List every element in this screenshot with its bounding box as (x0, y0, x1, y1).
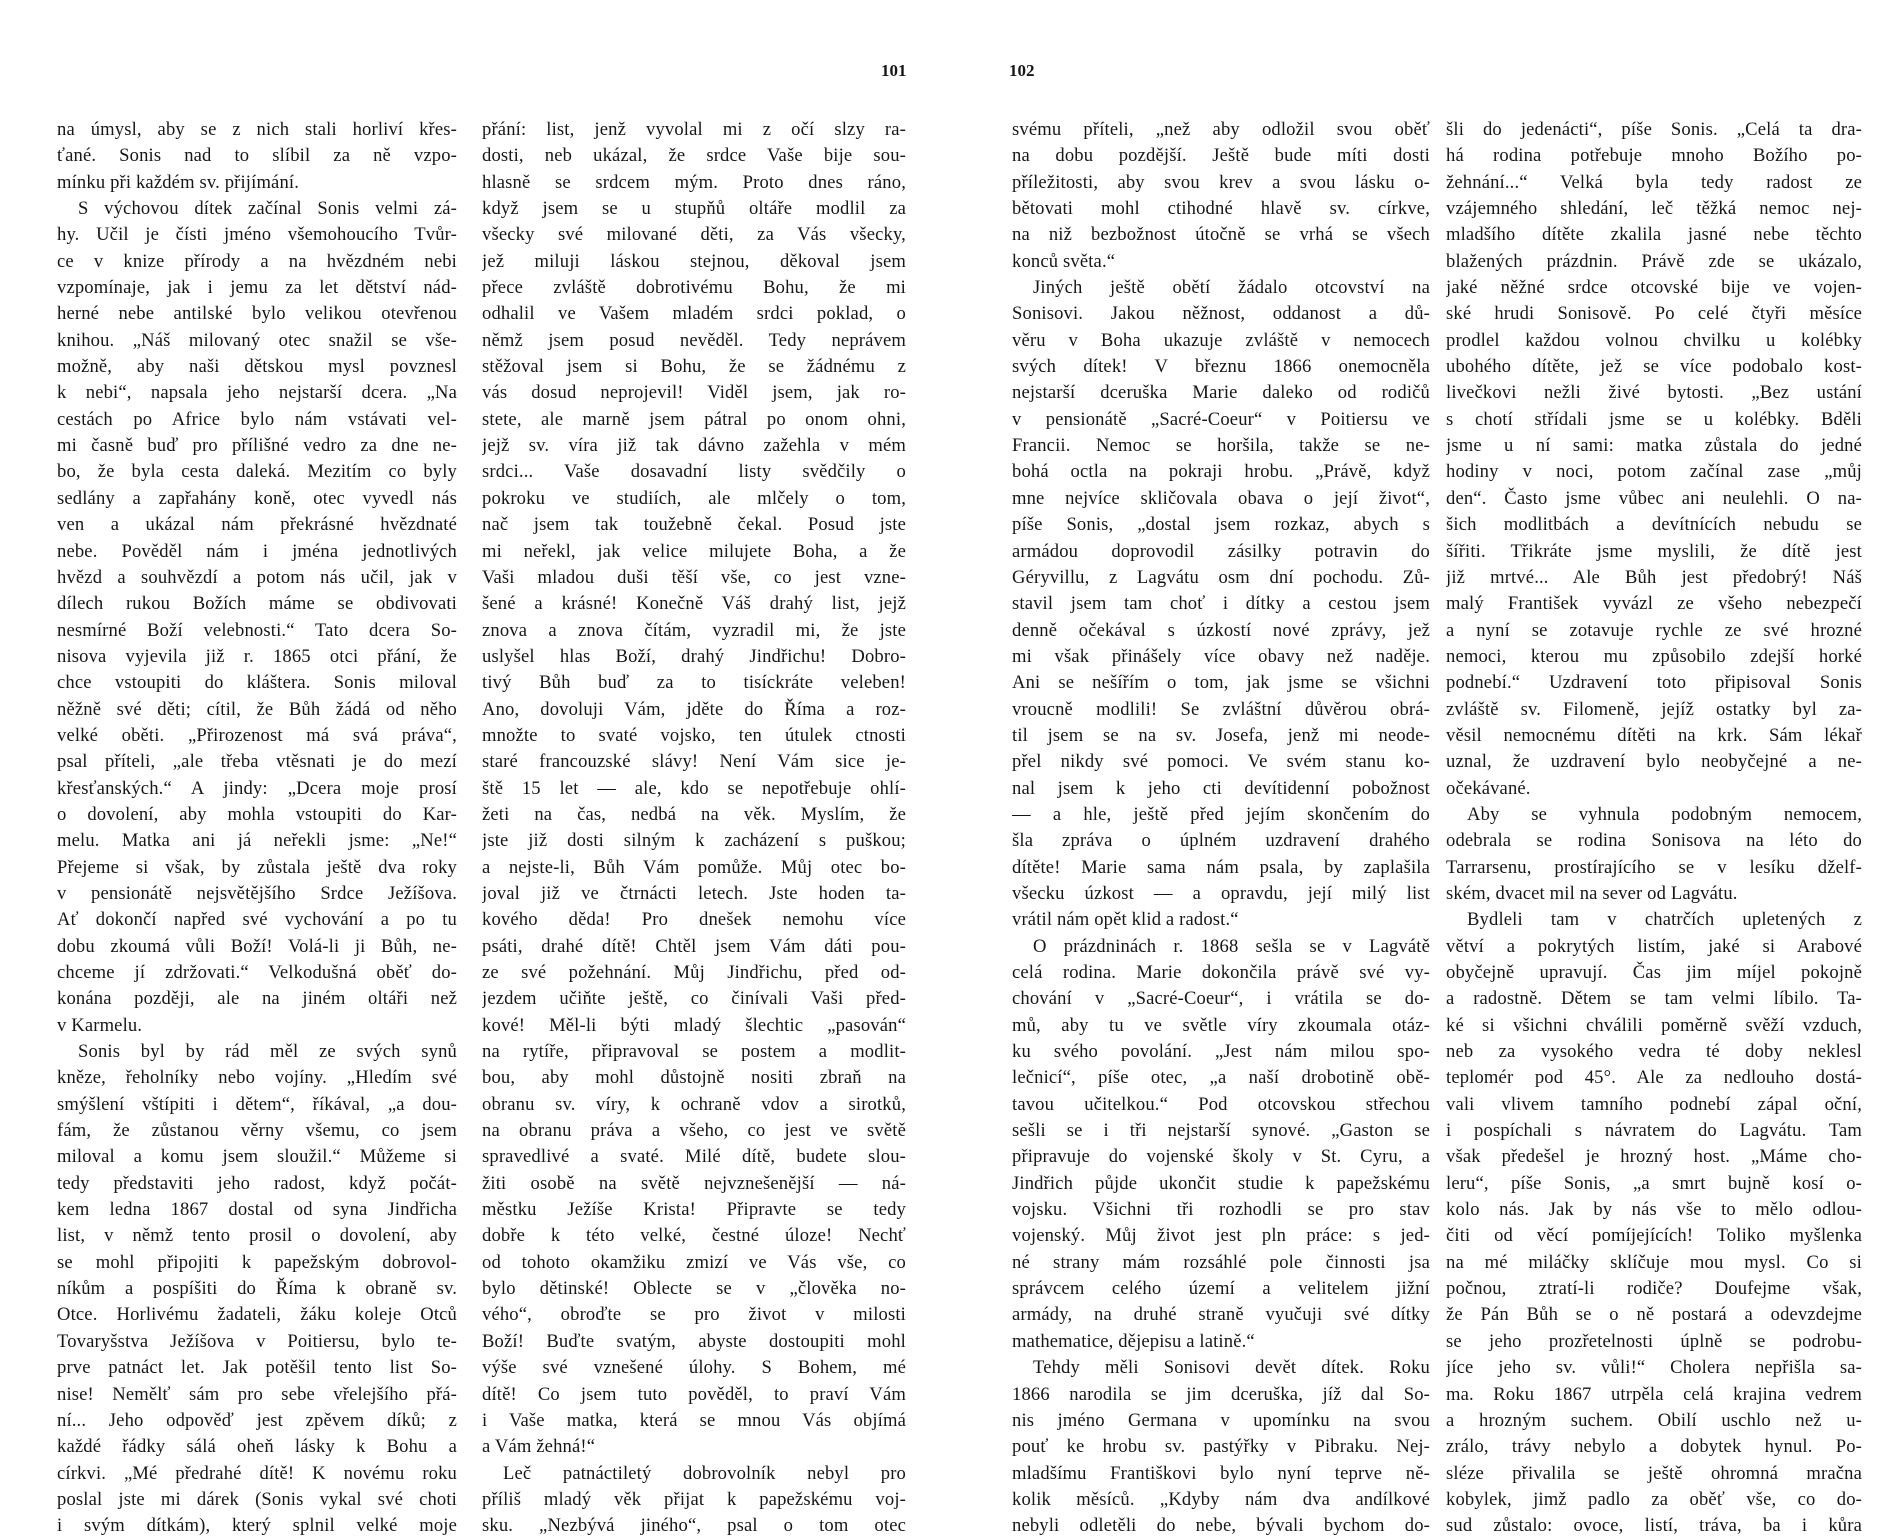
text-line: vého“, obroďte se pro život v milosti (482, 1304, 906, 1326)
text-line: však předešel je hrozný host. „Máme cho- (1446, 1146, 1862, 1168)
text-line: ťané. Sonis nad to slíbil za ně vzpo- (57, 145, 457, 167)
text-line: vali vlivem tamního podnebí zápal oční, (1446, 1093, 1862, 1115)
text-line: Boží! Buďte svatým, abyste dostoupiti mohl (482, 1330, 906, 1352)
text-line: nal jsem k jeho cti devítidenní pobožnost (1012, 777, 1430, 799)
text-line: něžně své děti; cítil, že Bůh žádá od něho (57, 698, 457, 720)
text-line: nesmírné Boží velebnosti.“ Tato dcera So- (57, 619, 457, 641)
text-line: joval již ve čtrnácti letech. Jste hoden ta- (482, 882, 906, 904)
text-line: dobu zkoumá vůli Boží! Volá-li ji Bůh, ne- (57, 935, 457, 957)
text-line: stete, ale marně jsem pátral po onom ohni, (482, 408, 906, 430)
page-number-left: 101 (881, 61, 907, 80)
text-line: kového děda! Pro dnešek nemohu více (482, 909, 906, 931)
text-line: srdci... Vaše dosavadní listy svědčily o (482, 461, 906, 483)
text-line: již mrtvé... Ale Bůh jest předobrý! Náš (1446, 566, 1862, 588)
text-line: jste již dosti silným k zacházení s puškou; (482, 830, 906, 852)
text-line: kolik měsíců. „Kdyby nám dva andílkové (1012, 1488, 1430, 1510)
text-line: mínku při každém sv. přijímání. (57, 171, 300, 193)
text-line: há rodina potřebuje mnoho Božího po- (1446, 145, 1862, 167)
text-line: odhalil ve Vašem mladém srdci poklad, o (482, 303, 906, 325)
text-line: v pensionátě nejsvětějšího Srdce Ježíšova. (57, 882, 457, 904)
text-line: ku svého povolání. „Jest nám milou spo- (1012, 1041, 1430, 1063)
text-line: šené a krásné! Konečně Váš drahý list, jejž (482, 593, 906, 615)
text-line: O prázdninách r. 1868 sešla se v Lagvátě (1033, 935, 1430, 957)
text-line: jež miluji láskou stejnou, děkoval jsem (482, 250, 906, 272)
text-line: bo, že byla cesta daleká. Mezitím co byly (57, 461, 457, 483)
text-line: mi časně buď pro přílišné vedro za dne ne- (57, 435, 457, 457)
text-line: herné nebe antilské bylo velikou otevřenou (57, 303, 457, 325)
text-line: jsme u ní sami: matka zůstala do jedné (1446, 435, 1862, 457)
text-line: tivý Bůh buď za to tisíckráte veleben! (482, 672, 906, 694)
text-line: kobylek, jimž padlo za oběť vše, co do- (1446, 1488, 1862, 1510)
text-line: Ani se nešířím o tom, jak jsme se všichni (1012, 672, 1430, 694)
text-line: konána později, ale na jiném oltáři než (57, 988, 457, 1010)
text-line: příležitosti, aby svou krev a svou lásku o- (1012, 171, 1430, 193)
text-line: dobře k této velké, čestné úloze! Nechť (482, 1225, 906, 1247)
text-line: věru v Boha ukazuje zvláště v nemocech (1012, 329, 1430, 351)
text-line: celá rodina. Marie dokončila právě své vy- (1012, 962, 1430, 983)
text-line: mne nejvíce skličovala obava o její život“, (1012, 487, 1430, 509)
text-line: S výchovou dítek začínal Sonis velmi zá- (78, 198, 457, 220)
text-line: blažených prázdnin. Právě zde se ukázalo, (1446, 250, 1862, 272)
text-line: všecky své milované děti, za Vás všecky, (482, 224, 906, 246)
text-line: všecku úzkost — a opravdu, její milý list (1012, 882, 1430, 904)
text-line: dítě! Co jsem tuto pověděl, to praví Vám (482, 1383, 906, 1405)
text-line: kněze, řeholníky nebo vojíny. „Hledím své (57, 1067, 457, 1089)
text-line: dosti, neb ukázal, že srdce Vaše bije sou- (482, 145, 906, 167)
text-line: ven a ukázal nám překrásné hvězdnaté (57, 514, 457, 536)
text-line: sešli se i tři nejstarší synové. „Gaston se (1012, 1120, 1430, 1142)
text-line: mů, aby tu ve světle víry zkoumala otáz- (1012, 1014, 1430, 1036)
text-line: psal příteli, „ale třeba vtěsnati je do mezí (57, 751, 457, 773)
text-line: že Pán Bůh se o ně postará a odevzdejme (1446, 1304, 1862, 1326)
text-line: dítěte! Marie sama nám psala, by zaplašila (1012, 856, 1430, 878)
text-line: církvi. „Mé předrahé dítě! K novému roku (57, 1462, 457, 1484)
text-line: Bydleli tam v chatrčích upletených z (1467, 909, 1862, 931)
text-line: den“. Často jsme vůbec ani neulehli. O na- (1446, 487, 1862, 509)
text-line: cestách po Africe bylo nám vstávati vel- (57, 408, 457, 430)
text-line: denně očekával s úzkostí nové zprávy, jež (1012, 619, 1430, 641)
text-line: zrálo, trávy nebylo a dobytek hynul. Po- (1446, 1436, 1862, 1458)
text-line: melu. Matka ani já neřekli jsme: „Ne!“ (57, 830, 457, 852)
text-line: píše Sonis, „dostal jsem rozkaz, abych s (1012, 514, 1430, 536)
right-page-column-2 (1446, 117, 1862, 1540)
text-line: Jiných ještě obětí žádalo otcovství na (1033, 277, 1430, 299)
text-line: i pospíchali s návratem do Lagvátu. Tam (1446, 1120, 1862, 1142)
right-page-column-1 (1012, 117, 1430, 1540)
text-line: obyčejně upravují. Čas jim míjel pokojně (1446, 962, 1862, 983)
text-line: stěžoval jsem si Bohu, že se žádnému z (482, 356, 906, 378)
text-line: Sonis byl by rád měl ze svých synů (78, 1041, 457, 1063)
text-line: staré francouzské slávy! Není Vám sice je- (482, 751, 906, 773)
text-line: ském, dvacet mil na sever od Lagvátu. (1446, 882, 1738, 904)
text-line: né strany mám rozsáhlé pole činnosti jsa (1012, 1251, 1430, 1273)
text-line: sedlány a zapřahány koně, otec vyvedl nás (57, 487, 457, 509)
text-line: — a hle, ještě před jejím skončením do (1012, 803, 1430, 825)
text-line: množte to svaté vojsko, ten útulek ctnosti (482, 724, 906, 746)
text-line: ma. Roku 1867 utrpěla celá krajina vedrem (1446, 1383, 1862, 1405)
text-line: k nebi“, napsala jeho nejstarší dcera. „Na (57, 382, 457, 404)
text-line: hlasně se srdcem mým. Proto dnes ráno, (482, 171, 906, 193)
text-line: vás dosud neprojevil! Viděl jsem, jak ro- (482, 382, 906, 404)
page-number-right: 102 (1009, 61, 1035, 80)
text-line: na niž bezbožnost útočně se vrhá se všech (1012, 224, 1430, 246)
text-line: městku Ježíše Krista! Připravte se tedy (482, 1199, 906, 1221)
text-line: a hrozným suchem. Obilí uschlo než u- (1446, 1409, 1862, 1431)
text-line: věsil nemocnému dítěti na krk. Sám lékař (1446, 724, 1862, 746)
text-line: mladšího dítěte zkalila jasné nebe těchto (1446, 224, 1862, 246)
text-line: očekávané. (1446, 777, 1531, 799)
text-line: bětovati mohl ctihodné hlavě sv. církve, (1012, 198, 1430, 220)
text-line: na dobu pozdější. Ještě bude míti dosti (1012, 145, 1430, 167)
text-line: přání: list, jenž vyvolal mi z očí slzy ra- (482, 119, 906, 140)
text-line: zvláště sv. Filomeně, jejíž ostatky byl za- (1446, 698, 1862, 720)
text-line: odebrala se rodina Sonisova na léto do (1446, 830, 1862, 852)
text-line: žeti na čas, nedbá na věk. Myslím, že (482, 803, 906, 825)
text-line: vrátil nám opět klid a radost.“ (1012, 909, 1239, 931)
text-line: chování v „Sacré-Coeur“, i vrátila se do- (1012, 988, 1430, 1010)
text-line: chce vstoupiti do kláštera. Sonis miloval (57, 672, 457, 694)
text-line: sud zůstalo: ovoce, listí, tráva, ba i kůra (1446, 1515, 1862, 1537)
text-line: Přejeme si však, by zůstala ještě dva roky (57, 856, 457, 878)
text-line: nise! Nemělť sám pro sebe vřelejšího přá- (57, 1383, 457, 1405)
text-line: teplomér pod 45°. Ale za nedlouho dostá- (1446, 1067, 1862, 1089)
text-line: se mohl připojiti k papežským dobrovol- (57, 1251, 457, 1273)
text-line: smýšlení vštípiti i dětem“, říkával, „a dou- (57, 1093, 457, 1115)
text-line: nejstarší dceruška Marie daleko od rodičů (1012, 382, 1430, 404)
text-line: v Karmelu. (57, 1014, 143, 1036)
text-line: nebe. Pověděl nám i jména jednotlivých (57, 540, 457, 562)
text-line: a Vám žehná!“ (482, 1436, 596, 1458)
text-line: nisova vyjevila již r. 1865 otci přání, že (57, 645, 457, 667)
text-line: s chotí střídali jsme se u kolébky. Bděli (1446, 408, 1862, 430)
text-line: na úmysl, aby se z nich stali horliví křes- (57, 119, 457, 140)
text-line: na obranu práva a všeho, co jest ve světě (482, 1120, 906, 1142)
text-line: jaké něžné srdce otcovské bije ve vojen- (1446, 277, 1862, 299)
text-line: výše své vznešené úlohy. S Bohem, mé (482, 1357, 906, 1379)
text-line: nemoci, kterou mu způsobilo zdejší horké (1446, 645, 1862, 667)
text-line: i svým dítkám), který splnil velké moje (57, 1515, 457, 1537)
text-line: Sonisovi. Jakou něžnost, oddanost a dů- (1012, 303, 1430, 325)
text-line: šířiti. Třikráte jsme myslili, že dítě jest (1446, 540, 1862, 562)
text-line: šli do jedenácti“, píše Sonis. „Celá ta dra- (1446, 119, 1862, 140)
text-line: ké si všichni chválili poměrně svěží vzduch, (1446, 1014, 1862, 1036)
text-line: Otce. Horlivému žadateli, žáku koleje Otců (57, 1304, 457, 1326)
text-line: jezdem učiňte ještě, co činívali Vaši před- (482, 988, 906, 1010)
text-line: dílech rukou Božích máme se obdivovati (57, 593, 457, 615)
text-line: šla zpráva o úplném uzdravení drahého (1012, 830, 1430, 852)
text-line: připravuje do vojenské školy v St. Cyru, a (1012, 1146, 1430, 1168)
text-line: v pensionátě „Sacré-Coeur“ v Poitiersu ve (1012, 408, 1430, 430)
text-line: znova a znova čítám, vyzradil mi, že jste (482, 619, 906, 641)
text-line: možně, aby naši dětskou mysl povznesl (57, 356, 457, 378)
text-line: žehnání...“ Velká byla tedy radost ze (1446, 171, 1862, 193)
text-line: fám, že zůstanou věrny všemu, co jsem (57, 1120, 457, 1142)
text-line: bou, aby mohl důstojně nositi zbraň na (482, 1067, 906, 1089)
text-line: tavou učitelkou.“ Pod otcovskou střechou (1012, 1093, 1430, 1115)
text-line: a nejste-li, Bůh Vám pomůže. Můj otec bo- (482, 856, 906, 878)
text-line: níkům a pospíšiti do Říma k obraně sv. (57, 1278, 457, 1300)
text-line: vzájemného shledání, leč těžká nemoc nej- (1446, 198, 1862, 220)
text-line: nač jsem tak toužebně čekal. Posud jste (482, 514, 906, 536)
text-line: velké oběti. „Přirozenost má svá práva“, (57, 724, 457, 746)
text-line: prodlel každou volnou chvilku u kolébky (1446, 329, 1862, 351)
text-line: když jsem se u stupňů oltáře modlil za (482, 198, 906, 220)
text-line: žiti osobě na světě nejvznešenější — ná- (482, 1172, 906, 1194)
text-line: hvězd a souhvězdí a potom nás učil, jak v (57, 566, 457, 588)
text-line: Aby se vyhnula podobným nemocem, (1467, 803, 1862, 825)
text-line: nebyli odletěli do nebe, bývali bychom do- (1012, 1515, 1430, 1537)
text-line: ště 15 let — ale, kdo se nepotřebuje ohlí- (482, 777, 906, 799)
text-line: kem ledna 1867 dostal od syna Jindřicha (57, 1199, 457, 1221)
text-line: vzpomínaje, jak i jemu za let dětství nád- (57, 277, 457, 299)
text-line: od tohoto okamžiku zmizí ve Vás vše, co (482, 1251, 906, 1273)
text-line: miloval a komu jsem sloužil.“ Můžeme si (57, 1146, 457, 1168)
text-line: čiti od věcí pomíjejících! Toliko myšlenka (1446, 1225, 1862, 1247)
text-line: svých dítek! V březnu 1866 onemocněla (1012, 356, 1430, 378)
text-line: leru“, píše Sonis, „a smrt bujně kosí o- (1446, 1172, 1862, 1194)
left-page-column-1 (57, 117, 457, 1540)
text-line: ské hrudi Sonisově. Po celé čtyři měsíce (1446, 303, 1862, 325)
text-line: vojenský. Můj život jest pln práce: s jed- (1012, 1225, 1430, 1247)
text-line: nis jméno Germana v upomínku na svou (1012, 1409, 1430, 1431)
text-line: bylo dětinské! Oblecte se v „člověka no- (482, 1278, 906, 1300)
text-line: mathematice, dějepisu a latině.“ (1012, 1330, 1255, 1352)
text-line: lečnicí“, píše otec, „a naší drobotině obě- (1012, 1067, 1430, 1089)
text-line: obranu sv. víry, k ochraně vdov a sirotků, (482, 1093, 906, 1115)
text-line: spravedlivé a svaté. Milé dítě, budete slou- (482, 1146, 906, 1168)
text-line: til jsem se na sv. Josefa, jenž mi neode- (1012, 724, 1430, 746)
text-line: neb za vysokého vedra té doby neklesl (1446, 1041, 1862, 1063)
text-line: správcem celého území a velitelem jižní (1012, 1278, 1430, 1300)
text-line: každé řádky sálá oheň lásky k Bohu a (57, 1436, 457, 1458)
text-line: Vaši mladou duši těší vše, co jest vzne- (482, 566, 906, 588)
text-line: svému příteli, „než aby odložil svou oběť (1012, 119, 1430, 140)
text-line: hodiny v noci, potom začínal zase „můj (1446, 461, 1862, 483)
text-line: vroucně modlili! Se zvláštní důvěrou obrá- (1012, 698, 1430, 720)
text-line: šich modlitbách a devítnících nebudu se (1446, 514, 1862, 536)
text-line: mi neřekl, jak velice milujete Boha, a že (482, 540, 906, 562)
text-line: Ano, dovoluji Vám, jděte do Říma a roz- (482, 698, 906, 720)
text-line: Géryvillu, z Lagvátu osm dní pochodu. Zů- (1012, 566, 1430, 588)
text-line: kolo nás. Jak by nás vše to mělo odlou- (1446, 1199, 1862, 1221)
text-line: uznal, že uzdravení bylo neobyčejné a ne- (1446, 751, 1862, 773)
text-line: Jindřich půjde ukončit studie k papežskému (1012, 1172, 1430, 1194)
text-line: knihou. „Náš milovaný otec snažil se vše- (57, 329, 457, 351)
text-line: poslal jste mi dárek (Sonis vykal své choti (57, 1488, 457, 1510)
text-line: psáti, drahé dítě! Chtěl jsem Vám dáti pou- (482, 935, 906, 957)
text-line: o dovolení, aby mohla vstoupiti do Kar- (57, 803, 457, 825)
text-line: sléze přivalila se ještě ohromná mračna (1446, 1462, 1862, 1484)
text-line: bohá octla na pokraji hrobu. „Právě, když (1012, 461, 1430, 483)
text-line: se jeho prozřetelnosti úplně se podrobu- (1446, 1330, 1862, 1352)
text-line: armádou doprovodil zásilky potravin do (1012, 540, 1430, 562)
text-line: stavil jsem tam choť i dítky a cestou jsem (1012, 593, 1430, 615)
text-line: Ať dokončí napřed své vychování a po tu (57, 909, 457, 931)
text-line: počnou, ztratí-li rodiče? Doufejme však, (1446, 1278, 1862, 1300)
text-line: Leč patnáctiletý dobrovolník nebyl pro (503, 1462, 906, 1484)
text-line: mi však přinášely více obavy než naděje. (1012, 645, 1430, 667)
text-line: kové! Měl-li býti mladý šlechtic „pasován“ (482, 1014, 906, 1036)
text-line: Tarrarsenu, prostírajícího se v lesíku dželf- (1446, 856, 1862, 878)
text-line: armády, na druhé straně vyučuji své dítky (1012, 1304, 1430, 1326)
text-line: i Vaše matka, která se mnou Vás objímá (482, 1409, 906, 1431)
text-line: němž jsem posud nevěděl. Tedy neprávem (482, 329, 906, 351)
text-line: jejž sv. víra již tak dávno zažehla v mém (482, 435, 906, 457)
text-line: křesťanských.“ A jindy: „Dcera moje prosí (57, 777, 457, 799)
text-line: přel nikdy své pomoci. Ve svém stanu ko- (1012, 751, 1430, 773)
text-line: mladšímu Františkovi bylo nyní teprve ně- (1012, 1462, 1430, 1484)
text-line: podnebí.“ Uzdravení toto připisoval Sonis (1446, 672, 1862, 694)
text-line: a nyní se zotavuje rychle ze své hrozné (1446, 619, 1862, 641)
text-line: livečkovi nežli živé bytosti. „Bez ustání (1446, 382, 1862, 404)
left-page-column-2 (482, 117, 906, 1540)
text-line: přece zvláště dobrotivému Bohu, že mi (482, 277, 906, 299)
text-line: 1866 narodila se jim dceruška, jíž dal So- (1012, 1383, 1430, 1405)
text-line: prve patnáct let. Jak potěšil tento list So- (57, 1357, 457, 1379)
text-line: sku. „Nezbývá jiného“, psal o tom otec (482, 1515, 906, 1537)
text-line: na rytíře, připravoval se postem a modlit- (482, 1041, 906, 1063)
text-line: pouť ke hrobu sv. pastýřky v Pibraku. Nej- (1012, 1436, 1430, 1458)
text-line: vojsku. Všichni tři rozhodli se pro stav (1012, 1199, 1430, 1221)
text-line: ce v knize přírody a na hvězdném nebi (57, 250, 457, 272)
text-line: jíce jeho sv. vůli!“ Cholera nepřišla sa- (1446, 1357, 1862, 1379)
text-line: list, v němž tento prosil o dovolení, aby (57, 1225, 457, 1247)
text-line: ubohého dítěte, jež se více podobalo kost- (1446, 356, 1862, 378)
text-line: ze své požehnání. Můj Jindřichu, před od- (482, 962, 906, 983)
text-line: chceme jí zdržovati.“ Velkodušná oběť do- (57, 962, 457, 983)
text-line: tedy představiti jeho radost, když počát- (57, 1172, 457, 1194)
text-line: Tehdy měli Sonisovi devět dítek. Roku (1033, 1357, 1430, 1379)
text-line: příliš mladý věk přijat k papežskému voj- (482, 1488, 906, 1510)
text-line: na mé miláčky sklíčuje mou mysl. Co si (1446, 1251, 1862, 1273)
text-line: Francii. Nemoc se horšila, takže se ne- (1012, 435, 1430, 457)
text-line: ní... Jeho odpověď jest zpěvem díků; z (57, 1409, 457, 1431)
text-line: malý František vyvázl ze všeho nebezpečí (1446, 593, 1862, 615)
text-line: hy. Učil je čísti jméno všemohoucího Tvůr- (57, 224, 457, 246)
text-line: pokroku ve studiích, ale mlčely o tom, (482, 487, 906, 509)
text-line: větví a pokrytých listím, jaké si Arabové (1446, 935, 1862, 957)
text-line: uslyšel hlas Boží, drahý Jindřichu! Dobro- (482, 645, 906, 667)
text-line: Tovaryšstva Ježíšova v Poitiersu, bylo te- (57, 1330, 457, 1352)
text-line: a radostně. Dětem se tam velmi líbilo. Ta- (1446, 988, 1862, 1010)
text-line: konců světa.“ (1012, 250, 1116, 272)
